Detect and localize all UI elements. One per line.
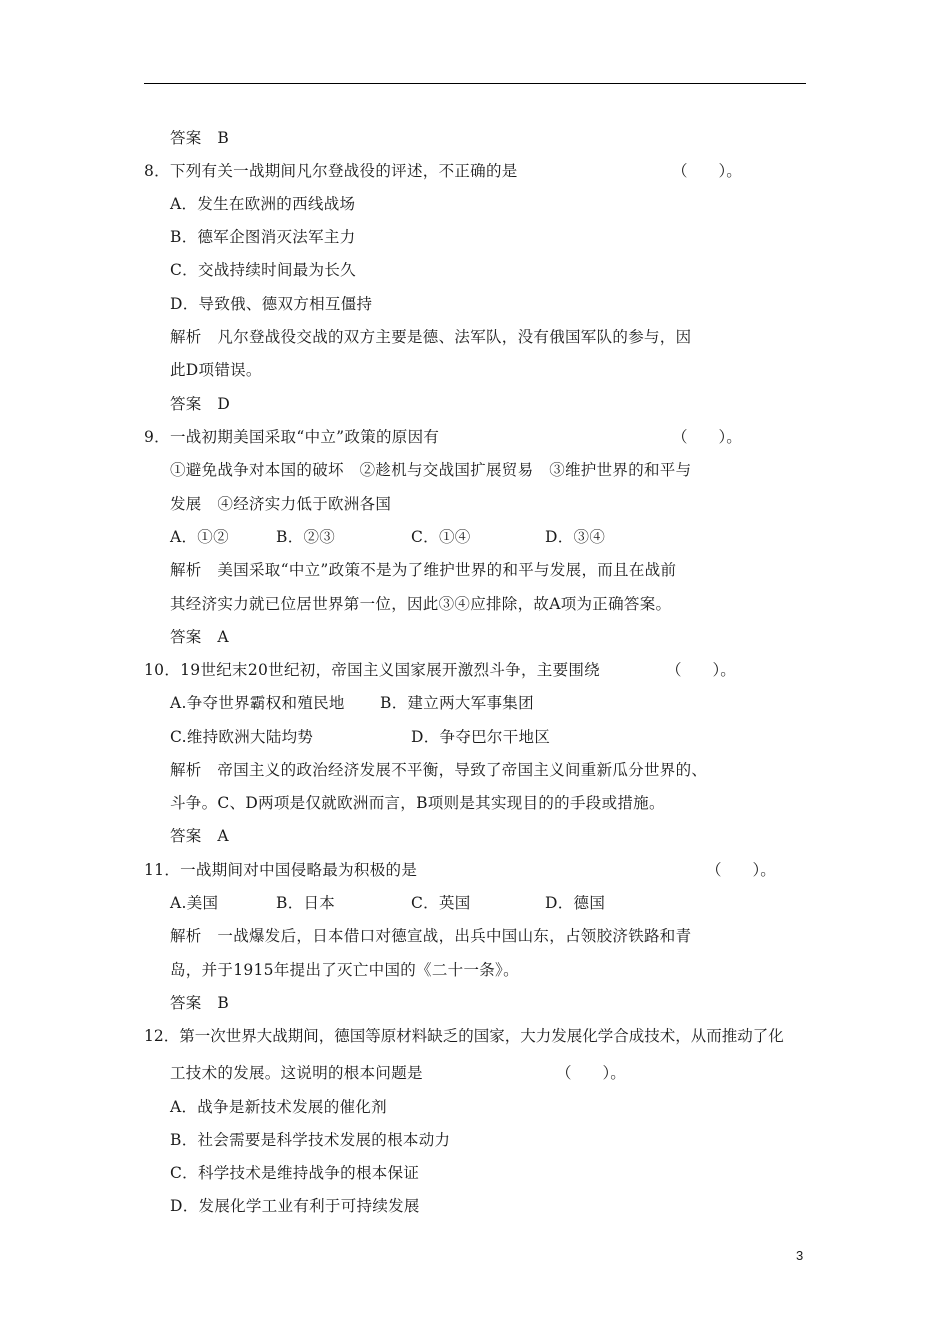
answer-label: 答案 bbox=[170, 994, 202, 1012]
answer-value: A bbox=[217, 827, 229, 845]
answer-prev bbox=[170, 128, 229, 148]
question-11-stem: 11．一战期间对中国侵略最为积极的是 bbox=[144, 861, 418, 879]
question-10-option-d: D．争夺巴尔干地区 bbox=[411, 728, 551, 746]
question-11-option-b: B．日本 bbox=[276, 894, 336, 912]
question-9-stem: 9．一战初期美国采取“中立”政策的原因有 bbox=[144, 428, 440, 446]
answer-label: 答案 bbox=[170, 395, 202, 413]
answer-label: 答案 bbox=[170, 827, 202, 845]
question-9-statements-line1: ①避免战争对本国的破坏 ②趁机与交战国扩展贸易 ③维护世界的和平与 bbox=[170, 461, 692, 479]
question-8-option-d: D．导致俄、德双方相互僵持 bbox=[170, 295, 373, 313]
answer-label: 答案 bbox=[170, 129, 202, 147]
question-9-answer bbox=[170, 627, 229, 647]
question-12-option-d: D．发展化学工业有利于可持续发展 bbox=[170, 1197, 420, 1215]
question-8-option-c: C．交战持续时间最为长久 bbox=[170, 261, 356, 279]
question-11-option-d: D．德国 bbox=[545, 894, 606, 912]
question-10-option-a: A.争夺世界霸权和殖民地 bbox=[170, 694, 345, 712]
question-9-analysis-line1: 解析 美国采取“中立”政策不是为了维护世界的和平与发展，而且在战前 bbox=[170, 561, 677, 579]
question-12-stem-line1: 12．第一次世界大战期间，德国等原材料缺乏的国家，大力发展化学合成技术，从而推动了化 bbox=[144, 1027, 784, 1045]
question-12-option-b: B．社会需要是科学技术发展的根本动力 bbox=[170, 1131, 451, 1149]
question-10-option-c: C.维持欧洲大陆均势 bbox=[170, 728, 314, 746]
question-11-analysis-line2: 岛，并于1915年提出了灭亡中国的《二十一条》。 bbox=[170, 961, 519, 979]
question-12-bracket: （ ）。 bbox=[556, 1064, 626, 1082]
question-8-option-b: B．德军企图消灭法军主力 bbox=[170, 228, 356, 246]
page-number: 3 bbox=[796, 1248, 804, 1263]
question-10-option-b: B．建立两大军事集团 bbox=[380, 694, 534, 712]
answer-value: D bbox=[217, 395, 231, 413]
answer-value: B bbox=[217, 129, 230, 147]
question-10-analysis-line1: 解析 帝国主义的政治经济发展不平衡，导致了帝国主义间重新瓜分世界的、 bbox=[170, 761, 708, 779]
question-8-bracket: （ ）。 bbox=[672, 162, 742, 180]
question-9-option-c: C．①④ bbox=[411, 528, 471, 546]
question-9-bracket: （ ）。 bbox=[672, 428, 742, 446]
question-9-option-a: A．①② bbox=[170, 528, 229, 546]
question-8-answer bbox=[170, 394, 230, 414]
question-11-answer bbox=[170, 993, 229, 1013]
question-11-option-a: A.美国 bbox=[170, 894, 219, 912]
question-9-option-b: B．②③ bbox=[276, 528, 336, 546]
question-12-option-a: A．战争是新技术发展的催化剂 bbox=[170, 1098, 387, 1116]
question-9-option-d: D．③④ bbox=[545, 528, 606, 546]
question-10-bracket: （ ）。 bbox=[666, 661, 736, 679]
question-10-stem: 10．19世纪末20世纪初，帝国主义国家展开激烈斗争，主要围绕 bbox=[144, 661, 600, 679]
question-11-option-c: C．英国 bbox=[411, 894, 471, 912]
answer-value: B bbox=[217, 994, 230, 1012]
question-8-analysis-line1: 解析 凡尔登战役交战的双方主要是德、法军队，没有俄国军队的参与，因 bbox=[170, 328, 692, 346]
question-9-analysis-line2: 其经济实力就已位居世界第一位，因此③④应排除，故A项为正确答案。 bbox=[170, 595, 672, 613]
question-10-analysis-line2: 斗争。C、D两项是仅就欧洲而言，B项则是其实现目的的手段或措施。 bbox=[170, 794, 665, 812]
question-12-stem-line2: 工技术的发展。这说明的根本问题是 bbox=[170, 1064, 423, 1082]
answer-value: A bbox=[217, 628, 229, 646]
question-10-answer bbox=[170, 826, 229, 846]
question-11-bracket: （ ）。 bbox=[706, 861, 776, 879]
question-9-statements-line2: 发展 ④经济实力低于欧洲各国 bbox=[170, 495, 392, 513]
question-11-analysis-line1: 解析 一战爆发后，日本借口对德宣战，出兵中国山东，占领胶济铁路和青 bbox=[170, 927, 692, 945]
answer-label: 答案 bbox=[170, 628, 202, 646]
question-8-analysis-line2: 此D项错误。 bbox=[170, 361, 262, 379]
header-rule bbox=[144, 83, 806, 84]
question-12-option-c: C．科学技术是维持战争的根本保证 bbox=[170, 1164, 420, 1182]
question-8-option-a: A．发生在欧洲的西线战场 bbox=[170, 195, 356, 213]
question-8-stem: 8．下列有关一战期间凡尔登战役的评述，不正确的是 bbox=[144, 162, 518, 180]
